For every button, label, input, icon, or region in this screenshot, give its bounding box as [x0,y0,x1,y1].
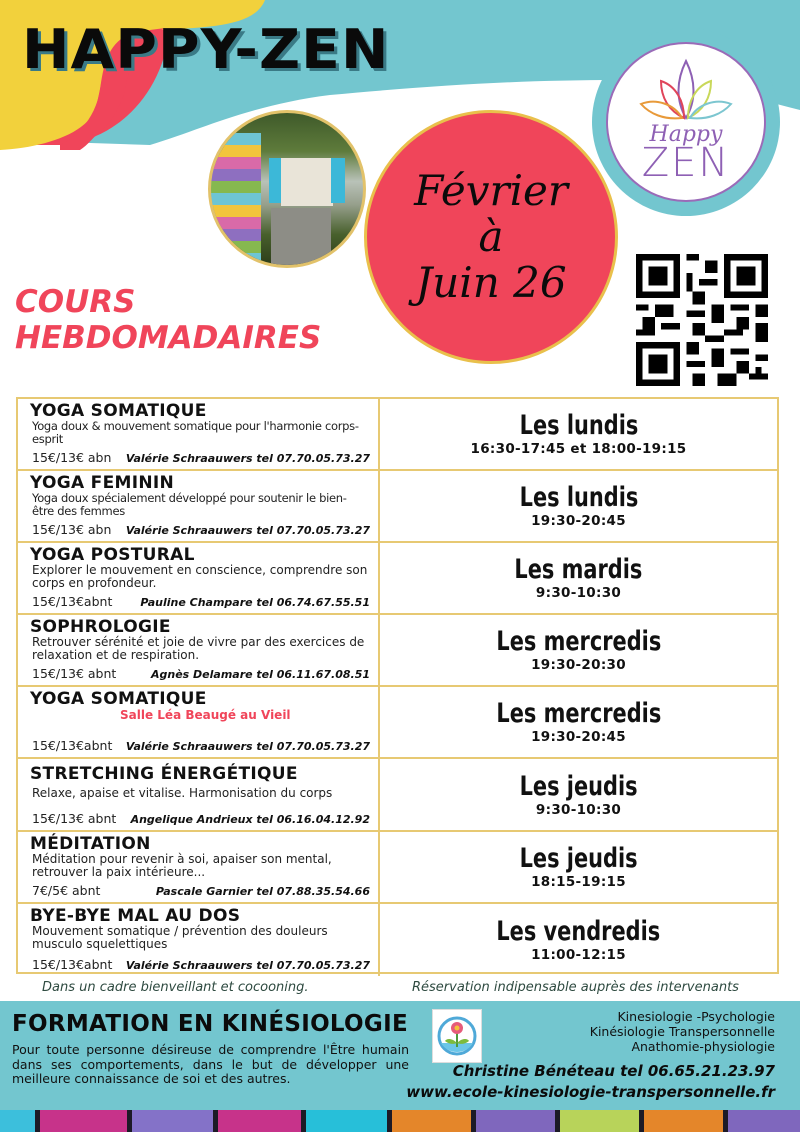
course-contact: Angelique Andrieux tel 06.16.04.12.92 [130,812,370,826]
course-time: 16:30-17:45 et 18:00-19:15 [470,441,687,458]
course-info [18,543,380,615]
stripe [40,1110,132,1132]
course-venue: Salle Léa Beaugé au Vieil [120,708,291,723]
course-day: Les mercredis [496,626,661,658]
course-description: Méditation pour revenir à soi, apaiser son mental, retrouver la paix intérieure... [32,851,332,879]
course-time: 19:30-20:45 [531,513,626,530]
footer-topic: Kinésiologie Transpersonnelle [589,1024,775,1039]
date-end: Juin 26 [415,258,567,307]
logo-script-text: Happy [649,122,723,147]
footer-title: FORMATION EN KINÉSIOLOGIE [12,1011,408,1037]
date-connector: à [478,212,504,261]
stripe [218,1110,306,1132]
footer-topic: Kinesiologie -Psychologie [617,1009,775,1024]
footer-contact: Christine Bénéteau tel 06.65.21.23.97 [452,1062,775,1080]
stripe [476,1110,560,1132]
course-info [18,904,380,976]
course-contact: Valérie Schraauwers tel 07.70.05.73.27 [125,524,370,538]
course-description: Mouvement somatique / prévention des douleurs musculo squelettiques [32,923,328,951]
qr-code-icon[interactable] [636,254,768,386]
course-price: 15€/13€abnt [32,738,113,754]
section-title [15,284,321,356]
course-day: Les jeudis [519,770,638,802]
course-time: 18:15-19:15 [531,873,626,890]
stripe [728,1110,800,1132]
course-price: 15€/13€ abnt [32,666,117,682]
course-description: Yoga doux & mouvement somatique pour l'harmonie corps-esprit [32,419,359,446]
course-time: 9:30-10:30 [535,801,622,818]
section-title-line1: COURS [15,284,136,320]
course-info [18,399,380,471]
stripe [132,1110,218,1132]
decorative-stripes [0,1110,800,1132]
course-name: BYE-BYE MAL AU DOS [30,905,241,926]
section-title-line2: HEBDOMADAIRES [15,320,322,356]
course-price: 15€/13€ abn [32,450,112,466]
course-name: SOPHROLOGIE [30,617,171,638]
lotus-icon [636,56,736,126]
course-day: Les mardis [514,554,643,586]
course-contact: Agnès Delamare tel 06.11.67.08.51 [150,668,370,682]
course-time: 11:00-12:15 [531,946,626,963]
footer-description: Pour toute personne désireuse de comprendre l'Être humain dans ses comportements, dans le but de développer une meilleure connaissance de soi et des autres. [12,1042,409,1086]
course-price: 15€/13€ abn [32,522,112,538]
course-description: Explorer le mouvement en conscience, comprendre son corps en profondeur. [32,563,368,591]
course-description: Yoga doux spécialement développé pour soutenir le bien-être des femmes [32,491,347,519]
course-name: MÉDITATION [30,833,151,854]
date-range-badge [364,110,618,364]
course-info [18,759,380,831]
stripe [560,1110,644,1132]
course-description: Relaxe, apaise et vitalise. Harmonisation du corps [32,786,333,801]
course-info [18,687,380,759]
course-time: 19:30-20:30 [531,657,626,674]
tagline-reservation: Réservation indipensable auprès des intervenants [412,980,739,995]
course-schedule [380,543,777,615]
schedule-table [16,397,779,974]
course-schedule [380,759,777,831]
footer-topics [590,1009,775,1054]
course-info [18,832,380,904]
course-contact: Pascale Garnier tel 07.88.35.54.66 [155,884,370,898]
course-schedule [380,904,777,976]
happy-zen-logo [592,28,780,216]
stripe [0,1110,40,1132]
course-day: Les mercredis [496,698,661,730]
course-name: YOGA SOMATIQUE [30,401,207,421]
page-title: HAPPY-ZEN [22,18,390,81]
footer-website-link[interactable]: www.ecole-kinesiologie-transpersonnelle.fr [406,1083,775,1101]
course-contact: Pauline Champare tel 06.74.67.55.51 [140,596,370,610]
course-schedule [380,615,777,687]
course-price: 15€/13€abnt [32,594,113,610]
course-contact: Valérie Schraauwers tel 07.70.05.73.27 [125,740,370,754]
stripe [644,1110,728,1132]
flower-logo-icon [432,1009,482,1063]
date-start: Février [414,166,568,215]
course-description: Retrouver sérénité et joie de vivre par des exercices de relaxation et de respiration. [32,635,365,663]
course-day: Les jeudis [519,842,638,874]
course-name: YOGA SOMATIQUE [30,689,207,710]
course-info [18,615,380,687]
course-contact: Valérie Schraauwers tel 07.70.05.73.27 [125,958,370,972]
course-name: YOGA FEMININ [30,473,175,494]
course-time: 19:30-20:45 [531,729,626,746]
course-day: Les lundis [519,410,638,442]
course-info [18,471,380,543]
course-schedule [380,687,777,759]
course-name: STRETCHING ÉNERGÉTIQUE [30,764,298,785]
course-schedule [380,832,777,904]
course-day: Les vendredis [496,915,661,947]
course-name: YOGA POSTURAL [30,545,195,566]
course-schedule [380,399,777,471]
course-day: Les lundis [519,482,638,514]
course-contact: Valérie Schraauwers tel 07.70.05.73.27 [125,452,370,466]
stripe [392,1110,476,1132]
garden-photo [208,110,366,268]
logo-zen-text: ZEN [641,140,731,186]
footer-topic: Anathomie-physiologie [631,1039,775,1054]
course-schedule [380,471,777,543]
course-time: 9:30-10:30 [535,585,622,602]
course-price: 7€/5€ abnt [32,882,101,898]
stripe [306,1110,392,1132]
tagline-ambiance: Dans un cadre bienveillant et cocooning. [42,980,309,995]
course-price: 15€/13€ abnt [32,810,117,826]
course-price: 15€/13€abnt [32,956,113,972]
